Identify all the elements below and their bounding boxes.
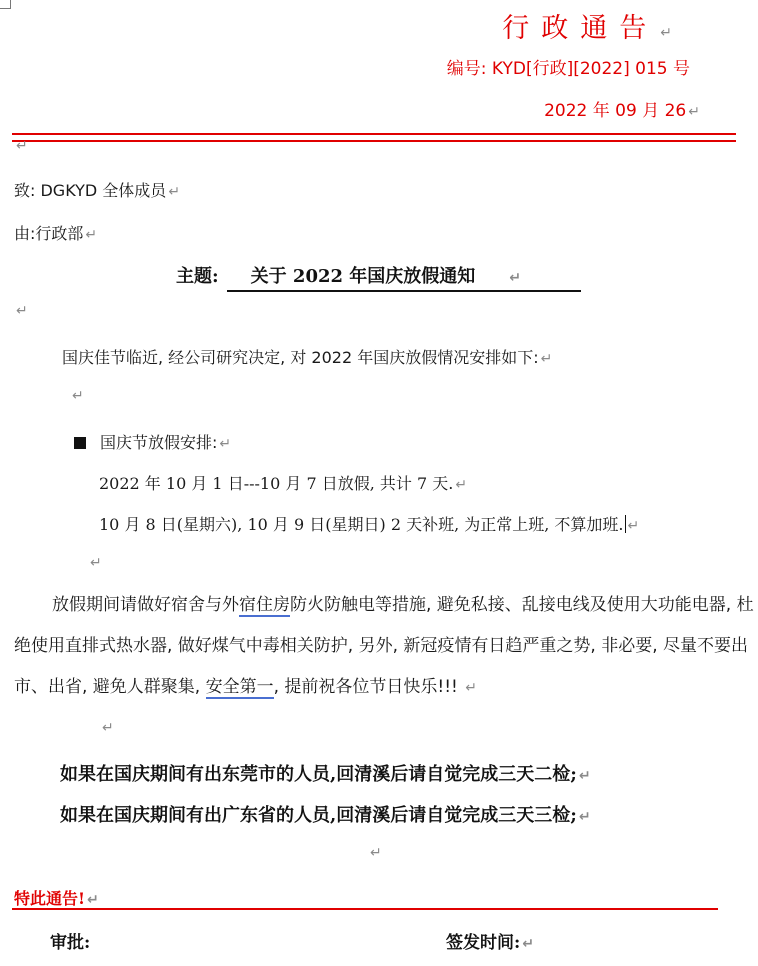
subject-line	[176, 262, 581, 292]
header-divider-bottom	[12, 140, 736, 142]
paragraph-mark-icon: ↵	[168, 184, 181, 200]
paragraph-mark-icon: ↵	[102, 720, 114, 736]
paragraph-mark-icon: ↵	[578, 809, 591, 825]
paragraph-mark-icon: ↵	[455, 477, 468, 493]
header-divider-top	[12, 133, 736, 135]
approval-label: 审批:	[50, 933, 91, 953]
paragraph-mark-icon: ↵	[688, 104, 700, 120]
text-cursor	[625, 515, 626, 533]
paragraph-mark-icon: ↵	[72, 388, 84, 404]
paragraph-mark-icon: ↵	[540, 351, 553, 367]
closing-statement: 特此通告! ↵	[14, 889, 99, 908]
subject-label: 主题:	[176, 266, 219, 287]
sender-line: 由:行政部 ↵	[14, 224, 98, 243]
paragraph-mark-icon: ↵	[627, 518, 640, 534]
paragraph-mark-icon: ↵	[87, 892, 99, 908]
paragraph-mark-icon: ↵	[90, 555, 102, 571]
notice-title: 行政通告 ↵	[502, 13, 684, 44]
page-corner-mark	[0, 0, 11, 9]
paragraph-mark-icon: ↵	[522, 936, 535, 952]
paragraph-mark-icon: ↵	[85, 227, 98, 243]
paragraph-mark-icon: ↵	[578, 768, 591, 784]
document-date: 2022 年 09 月 26 ↵	[544, 101, 700, 121]
underlined-text-safety-first: 安全第一	[205, 677, 274, 697]
schedule-heading: 国庆节放假安排: ↵	[74, 430, 231, 453]
paragraph-mark-icon: ↵	[370, 845, 382, 861]
paragraph-mark-icon: ↵	[465, 680, 478, 696]
paragraph-mark-icon: ↵	[509, 270, 522, 286]
requirement-guangdong: 如果在国庆期间有出广东省的人员,回清溪后请自觉完成三天三检; ↵	[60, 805, 591, 826]
issue-time-label: 签发时间: ↵	[446, 933, 535, 953]
schedule-makeup-workdays: 10 月 8 日(星期六), 10 月 9 日(星期日) 2 天补班, 为正常上班, 不算加班. ↵	[99, 515, 640, 534]
requirement-dongguan: 如果在国庆期间有出东莞市的人员,回清溪后请自觉完成三天二检; ↵	[60, 764, 591, 785]
paragraph-mark-icon: ↵	[16, 138, 28, 154]
recipient-line: 致: DGKYD 全体成员 ↵	[14, 181, 181, 200]
intro-paragraph: 国庆佳节临近, 经公司研究决定, 对 2022 年国庆放假情况安排如下: ↵	[62, 348, 553, 367]
subject-value-field: 关于 2022 年国庆放假通知 ↵	[227, 262, 581, 292]
footer-divider	[12, 908, 718, 910]
safety-notice-paragraph: 放假期间请做好宿舍与外宿住房防火防触电等措施, 避免私接、乱接电线及使用大功能电器, 杜绝使用直排式热水器, 做好煤气中毒相关防护, 另外, 新冠疫情有日趋严重之势, 非必要, 尽量不要出市、出省, 避免人群聚集, 安全第一, 提前祝各位节日快乐!!! ↵	[14, 595, 754, 697]
schedule-holiday-dates: 2022 年 10 月 1 日---10 月 7 日放假, 共计 7 天. ↵	[99, 474, 468, 493]
underlined-text-dorm-housing: 宿住房	[239, 595, 290, 615]
document-number: 编号: KYD[行政][2022] 015 号	[446, 59, 690, 79]
paragraph-mark-icon: ↵	[16, 303, 28, 319]
paragraph-mark-icon: ↵	[219, 436, 232, 452]
paragraph-mark-icon: ↵	[660, 25, 684, 41]
square-bullet-icon	[74, 437, 86, 449]
